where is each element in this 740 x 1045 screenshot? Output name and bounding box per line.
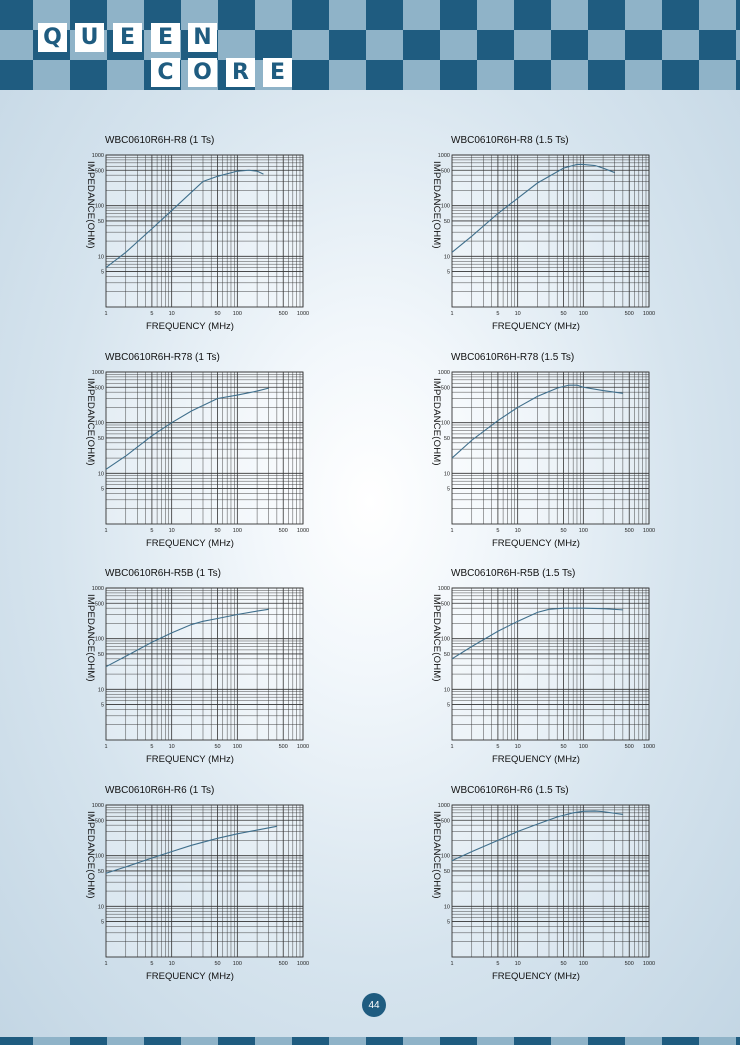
x-tick-label: 1: [450, 311, 454, 317]
checker-square: [403, 30, 440, 60]
x-tick-label: 100: [232, 311, 242, 317]
x-tick-label: 50: [214, 961, 221, 967]
checker-square: [70, 1037, 107, 1045]
x-tick-label: 1000: [642, 311, 656, 317]
y-tick-label: 10: [97, 904, 104, 911]
checker-square: [662, 30, 699, 60]
checker-square: [625, 60, 662, 90]
x-tick-label: 1: [450, 744, 454, 750]
x-tick-label: 1000: [296, 311, 310, 317]
checker-square: [366, 1037, 403, 1045]
brand-letter: U: [75, 23, 104, 52]
impedance-chart-panel: [85, 785, 378, 1004]
x-axis-label: FREQUENCY (MHz): [492, 321, 580, 332]
y-tick-label: 5: [100, 919, 104, 926]
y-tick-label: 50: [443, 218, 450, 225]
y-tick-label: 50: [97, 218, 104, 225]
y-tick-label: 10: [443, 687, 450, 694]
y-axis-label: IMPEDANCE(OHM): [431, 594, 442, 682]
impedance-chart-panel: [431, 352, 724, 571]
chart-title: WBC0610R6H-R6 (1 Ts): [105, 785, 215, 796]
checker-square: [33, 1037, 70, 1045]
x-tick-label: 5: [150, 961, 154, 967]
checker-square: [0, 30, 33, 60]
checkerboard-banner: [0, 0, 740, 90]
checker-square: [218, 30, 255, 60]
chart-title: WBC0610R6H-R78 (1.5 Ts): [451, 352, 575, 363]
impedance-plot: [88, 789, 308, 969]
x-tick-label: 10: [514, 528, 521, 534]
checker-square: [0, 1037, 33, 1045]
x-tick-label: 100: [578, 311, 588, 317]
checker-square: [477, 0, 514, 30]
x-tick-label: 1000: [296, 961, 310, 967]
plot-frame: [106, 588, 303, 740]
y-tick-label: 50: [443, 435, 450, 442]
x-tick-label: 1: [104, 961, 108, 967]
y-tick-label: 500: [94, 601, 104, 608]
y-tick-label: 1000: [437, 153, 450, 159]
chart-title: WBC0610R6H-R5B (1.5 Ts): [451, 568, 576, 579]
x-axis-label: FREQUENCY (MHz): [146, 538, 234, 549]
y-tick-label: 100: [440, 203, 450, 210]
y-tick-label: 50: [97, 435, 104, 442]
y-axis-label: IMPEDANCE(OHM): [431, 378, 442, 466]
y-tick-label: 10: [97, 687, 104, 694]
x-tick-label: 500: [624, 744, 634, 750]
x-tick-label: 500: [624, 961, 634, 967]
x-tick-label: 100: [578, 961, 588, 967]
brand-letter: Q: [38, 23, 67, 52]
y-tick-label: 100: [94, 636, 104, 643]
y-tick-label: 500: [94, 168, 104, 175]
x-tick-label: 1000: [642, 744, 656, 750]
impedance-plot: [88, 139, 308, 319]
checker-square: [514, 30, 551, 60]
brand-letter: C: [151, 58, 180, 87]
y-tick-label: 1000: [91, 803, 104, 809]
checker-square: [292, 1037, 329, 1045]
y-tick-label: 100: [94, 853, 104, 860]
y-tick-label: 50: [97, 651, 104, 658]
checker-square: [107, 1037, 144, 1045]
checker-square: [329, 0, 366, 30]
x-axis-label: FREQUENCY (MHz): [146, 971, 234, 982]
impedance-chart-panel: [431, 785, 724, 1004]
checker-square: [588, 1037, 625, 1045]
y-tick-label: 1000: [91, 370, 104, 376]
checker-square: [477, 30, 514, 60]
x-axis-label: FREQUENCY (MHz): [146, 321, 234, 332]
y-tick-label: 10: [443, 254, 450, 261]
impedance-chart-panel: [431, 135, 724, 354]
x-tick-label: 1: [450, 528, 454, 534]
brand-letter: R: [226, 58, 255, 87]
x-tick-label: 10: [168, 311, 175, 317]
y-tick-label: 10: [443, 471, 450, 478]
checker-square: [181, 1037, 218, 1045]
x-tick-label: 500: [278, 961, 288, 967]
y-axis-label: IMPEDANCE(OHM): [431, 811, 442, 899]
impedance-plot: [88, 572, 308, 752]
y-tick-label: 1000: [437, 586, 450, 592]
checker-square: [551, 1037, 588, 1045]
impedance-chart-panel: [85, 568, 378, 787]
checker-square: [625, 1037, 662, 1045]
x-tick-label: 50: [560, 311, 567, 317]
checker-square: [0, 0, 33, 30]
checker-square: [699, 30, 736, 60]
checker-square: [329, 60, 366, 90]
checker-square: [0, 60, 33, 90]
plot-frame: [452, 588, 649, 740]
checker-square: [514, 1037, 551, 1045]
chart-title: WBC0610R6H-R6 (1.5 Ts): [451, 785, 569, 796]
x-tick-label: 100: [578, 528, 588, 534]
impedance-chart-panel: [85, 135, 378, 354]
checker-square: [292, 60, 329, 90]
y-tick-label: 10: [97, 471, 104, 478]
checker-square: [625, 30, 662, 60]
impedance-plot: [434, 356, 654, 536]
x-tick-label: 50: [560, 528, 567, 534]
brand-letter: E: [151, 23, 180, 52]
checker-square: [588, 0, 625, 30]
x-tick-label: 10: [168, 528, 175, 534]
y-tick-label: 500: [440, 601, 450, 608]
y-tick-label: 5: [446, 919, 450, 926]
checker-square: [551, 60, 588, 90]
checker-square: [440, 1037, 477, 1045]
x-tick-label: 50: [560, 961, 567, 967]
x-tick-label: 100: [232, 961, 242, 967]
checker-square: [477, 60, 514, 90]
chart-title: WBC0610R6H-R8 (1.5 Ts): [451, 135, 569, 146]
y-tick-label: 100: [94, 203, 104, 210]
x-tick-label: 5: [150, 528, 154, 534]
checker-square: [551, 0, 588, 30]
y-tick-label: 5: [100, 269, 104, 276]
checker-square: [662, 1037, 699, 1045]
x-tick-label: 50: [214, 528, 221, 534]
checker-square: [736, 0, 740, 30]
x-tick-label: 5: [496, 528, 500, 534]
plot-frame: [452, 155, 649, 307]
checker-square: [440, 60, 477, 90]
checker-square: [366, 60, 403, 90]
checker-square: [736, 60, 740, 90]
impedance-plot: [434, 139, 654, 319]
y-tick-label: 1000: [437, 803, 450, 809]
impedance-plot: [88, 356, 308, 536]
y-tick-label: 50: [443, 868, 450, 875]
page-number-badge: 44: [362, 993, 386, 1017]
x-axis-label: FREQUENCY (MHz): [146, 754, 234, 765]
y-tick-label: 5: [446, 486, 450, 493]
checker-square: [477, 1037, 514, 1045]
checker-square: [292, 0, 329, 30]
y-tick-label: 10: [97, 254, 104, 261]
x-tick-label: 100: [578, 744, 588, 750]
x-tick-label: 1: [450, 961, 454, 967]
y-tick-label: 500: [440, 385, 450, 392]
checker-square: [70, 60, 107, 90]
checker-square: [366, 0, 403, 30]
checker-square: [699, 0, 736, 30]
impedance-plot: [434, 572, 654, 752]
y-tick-label: 100: [440, 853, 450, 860]
y-tick-label: 10: [443, 904, 450, 911]
x-tick-label: 10: [168, 744, 175, 750]
checker-square: [292, 30, 329, 60]
x-tick-label: 50: [214, 744, 221, 750]
brand-header: [0, 0, 740, 90]
y-tick-label: 1000: [91, 153, 104, 159]
y-axis-label: IMPEDANCE(OHM): [85, 161, 96, 249]
x-tick-label: 50: [214, 311, 221, 317]
plot-frame: [106, 155, 303, 307]
checker-square: [736, 1037, 740, 1045]
x-tick-label: 5: [150, 744, 154, 750]
x-tick-label: 1000: [642, 961, 656, 967]
x-axis-label: FREQUENCY (MHz): [492, 538, 580, 549]
x-axis-label: FREQUENCY (MHz): [492, 971, 580, 982]
y-tick-label: 5: [100, 486, 104, 493]
checker-square: [144, 1037, 181, 1045]
plot-frame: [452, 372, 649, 524]
checker-square: [218, 1037, 255, 1045]
checker-square: [33, 60, 70, 90]
y-axis-label: IMPEDANCE(OHM): [85, 594, 96, 682]
checker-square: [514, 60, 551, 90]
impedance-chart-panel: [85, 352, 378, 571]
x-tick-label: 1: [104, 311, 108, 317]
y-tick-label: 500: [440, 818, 450, 825]
x-tick-label: 1000: [296, 744, 310, 750]
y-axis-label: IMPEDANCE(OHM): [85, 811, 96, 899]
x-tick-label: 500: [624, 528, 634, 534]
y-tick-label: 500: [94, 385, 104, 392]
y-tick-label: 1000: [437, 370, 450, 376]
checker-square: [403, 1037, 440, 1045]
x-tick-label: 5: [496, 961, 500, 967]
x-tick-label: 50: [560, 744, 567, 750]
x-tick-label: 1: [104, 528, 108, 534]
x-tick-label: 10: [514, 961, 521, 967]
chart-title: WBC0610R6H-R8 (1 Ts): [105, 135, 215, 146]
x-tick-label: 500: [624, 311, 634, 317]
x-tick-label: 500: [278, 744, 288, 750]
x-tick-label: 500: [278, 528, 288, 534]
checker-square: [551, 30, 588, 60]
checker-square: [588, 60, 625, 90]
y-tick-label: 5: [446, 702, 450, 709]
y-tick-label: 100: [440, 420, 450, 427]
checker-square: [255, 30, 292, 60]
impedance-chart-panel: [431, 568, 724, 787]
x-tick-label: 5: [496, 744, 500, 750]
y-tick-label: 1000: [91, 586, 104, 592]
impedance-plot: [434, 789, 654, 969]
checker-square: [218, 0, 255, 30]
checker-square: [699, 60, 736, 90]
brand-letter: O: [188, 58, 217, 87]
y-tick-label: 5: [100, 702, 104, 709]
y-tick-label: 500: [94, 818, 104, 825]
chart-title: WBC0610R6H-R5B (1 Ts): [105, 568, 221, 579]
x-tick-label: 1: [104, 744, 108, 750]
checker-square: [736, 30, 740, 60]
checker-square: [699, 1037, 736, 1045]
plot-frame: [106, 805, 303, 957]
y-axis-label: IMPEDANCE(OHM): [85, 378, 96, 466]
checker-square: [107, 60, 144, 90]
checker-square: [255, 0, 292, 30]
checker-square: [662, 60, 699, 90]
brand-letter: N: [188, 23, 217, 52]
x-tick-label: 1000: [642, 528, 656, 534]
checker-square: [514, 0, 551, 30]
x-tick-label: 500: [278, 311, 288, 317]
x-tick-label: 100: [232, 744, 242, 750]
plot-frame: [452, 805, 649, 957]
x-tick-label: 5: [150, 311, 154, 317]
y-tick-label: 5: [446, 269, 450, 276]
checker-square: [329, 1037, 366, 1045]
footer-checker-strip: [0, 1037, 740, 1045]
checker-square: [329, 30, 366, 60]
x-tick-label: 10: [514, 744, 521, 750]
chart-title: WBC0610R6H-R78 (1 Ts): [105, 352, 220, 363]
x-axis-label: FREQUENCY (MHz): [492, 754, 580, 765]
checker-square: [662, 0, 699, 30]
y-tick-label: 50: [97, 868, 104, 875]
y-tick-label: 50: [443, 651, 450, 658]
y-tick-label: 500: [440, 168, 450, 175]
checker-square: [366, 30, 403, 60]
y-tick-label: 100: [94, 420, 104, 427]
checker-square: [403, 0, 440, 30]
y-tick-label: 100: [440, 636, 450, 643]
checker-square: [588, 30, 625, 60]
checker-square: [440, 0, 477, 30]
y-axis-label: IMPEDANCE(OHM): [431, 161, 442, 249]
checker-square: [625, 0, 662, 30]
x-tick-label: 100: [232, 528, 242, 534]
checker-square: [255, 1037, 292, 1045]
checker-square: [403, 60, 440, 90]
checker-square: [440, 30, 477, 60]
x-tick-label: 1000: [296, 528, 310, 534]
x-tick-label: 5: [496, 311, 500, 317]
x-tick-label: 10: [168, 961, 175, 967]
brand-letter: E: [113, 23, 142, 52]
brand-letter: E: [263, 58, 292, 87]
x-tick-label: 10: [514, 311, 521, 317]
